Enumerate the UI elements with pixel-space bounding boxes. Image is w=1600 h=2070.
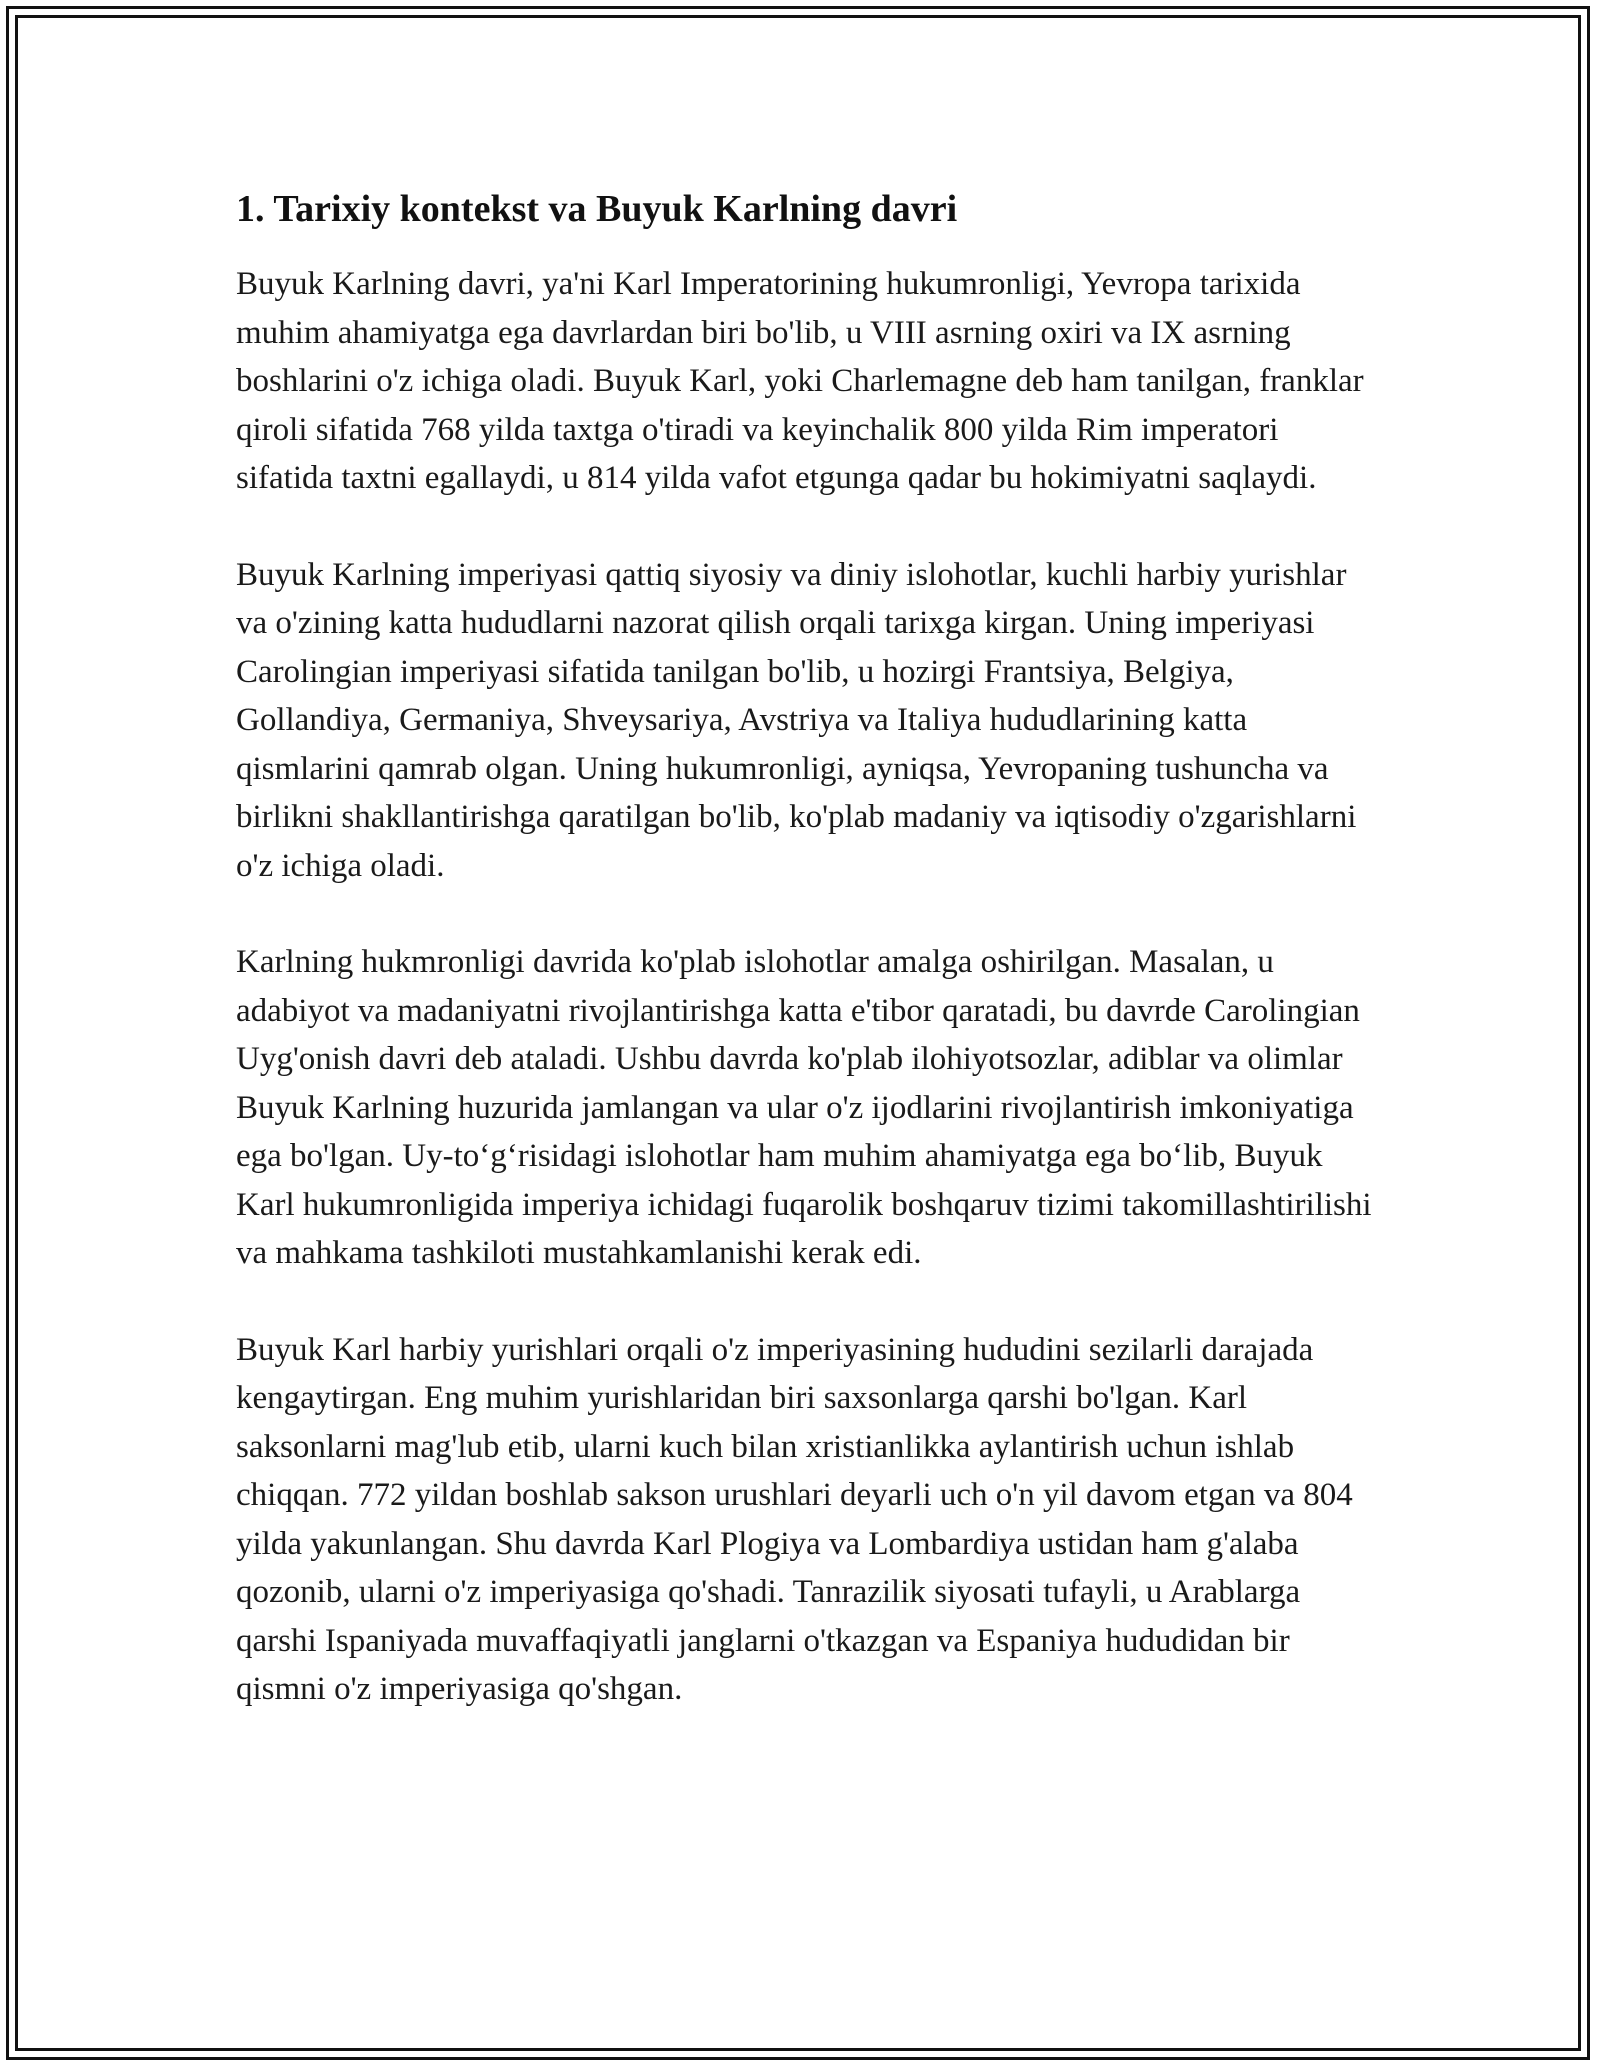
paragraph-2: Buyuk Karlning imperiyasi qattiq siyosiy va diniy islohotlar, kuchli harbiy yurishlar va o'zining katta hududlarni nazorat qilish orqali tarixga kirgan. Uning imperiyasi Carolingian imperiyasi sifatida tanilgan bo'lib, u hozirgi Frantsiya, Belgiya, Gollandiya, Germaniya, Shveysariya, Avstriya va Italiya hududlarining katta qismlarini qamrab olgan. Uning hukumronligi, ayniqsa, Yevropaning tushuncha va birlikni shakllantirishga qaratilgan bo'lib, ko'plab madaniy va iqtisodiy o'zgarishlarni o'z ichiga oladi. bbox=[236, 556, 1357, 884]
paragraph-4: Buyuk Karl harbiy yurishlari orqali o'z imperiyasining hududini sezilarli darajada kengaytirgan. Eng muhim yurishlaridan biri saxsonlarga qarshi bo'lgan. Karl saksonlarni mag'lub etib, ularni kuch bilan xristianlikka aylantirish uchun ishlab chiqqan. 772 yildan boshlab sakson urushlari deyarli uch o'n yil davom etgan va 804 yilda yakunlangan. Shu davrda Karl Plogiya va Lombardiya ustidan ham g'alaba qozonib, ularni o'z imperiyasiga qo'shadi. Tanrazilik siyosati tufayli, u Arablarga qarshi Ispaniyada muvaffaqiyatli janglarni o'tkazgan va Espaniya hududidan bir qismni o'z imperiyasiga qo'shgan. bbox=[236, 1331, 1353, 1707]
document-body bbox=[236, 184, 1376, 1762]
paragraph-1: Buyuk Karlning davri, ya'ni Karl Imperatorining hukumronligi, Yevropa tarixida muhim ahamiyatga ega davrlardan biri bo'lib, u VIII asrning oxiri va IX asrning boshlarini o'z ichiga oladi. Buyuk Karl, yoki Charlemagne deb ham tanilgan, franklar qiroli sifatida 768 yilda taxtga o'tiradi va keyinchalik 800 yilda Rim imperatori sifatida taxtni egallaydi, u 814 yilda vafot etgunga qadar bu hokimiyatni saqlaydi. bbox=[236, 266, 1364, 496]
section-heading: 1. Tarixiy kontekst va Buyuk Karlning davri bbox=[236, 188, 958, 230]
paragraph-3: Karlning hukmronligi davrida ko'plab islohotlar amalga oshirilgan. Masalan, u adabiyot va madaniyatni rivojlantirishga katta e'tibor qaratadi, bu davrde Carolingian Uyg'onish davri deb ataladi. Ushbu davrda ko'plab ilohiyotsozlar, adiblar va olimlar Buyuk Karlning huzurida jamlangan va ular o'z ijodlarini rivojlantirish imkoniyatiga ega bo'lgan. Uy-to‘g‘risidagi islohotlar ham muhim ahamiyatga ega bo‘lib, Buyuk Karl hukumronligida imperiya ichidagi fuqarolik boshqaruv tizimi takomillashtirilishi va mahkama tashkiloti mustahkamlanishi kerak edi. bbox=[236, 944, 1372, 1271]
